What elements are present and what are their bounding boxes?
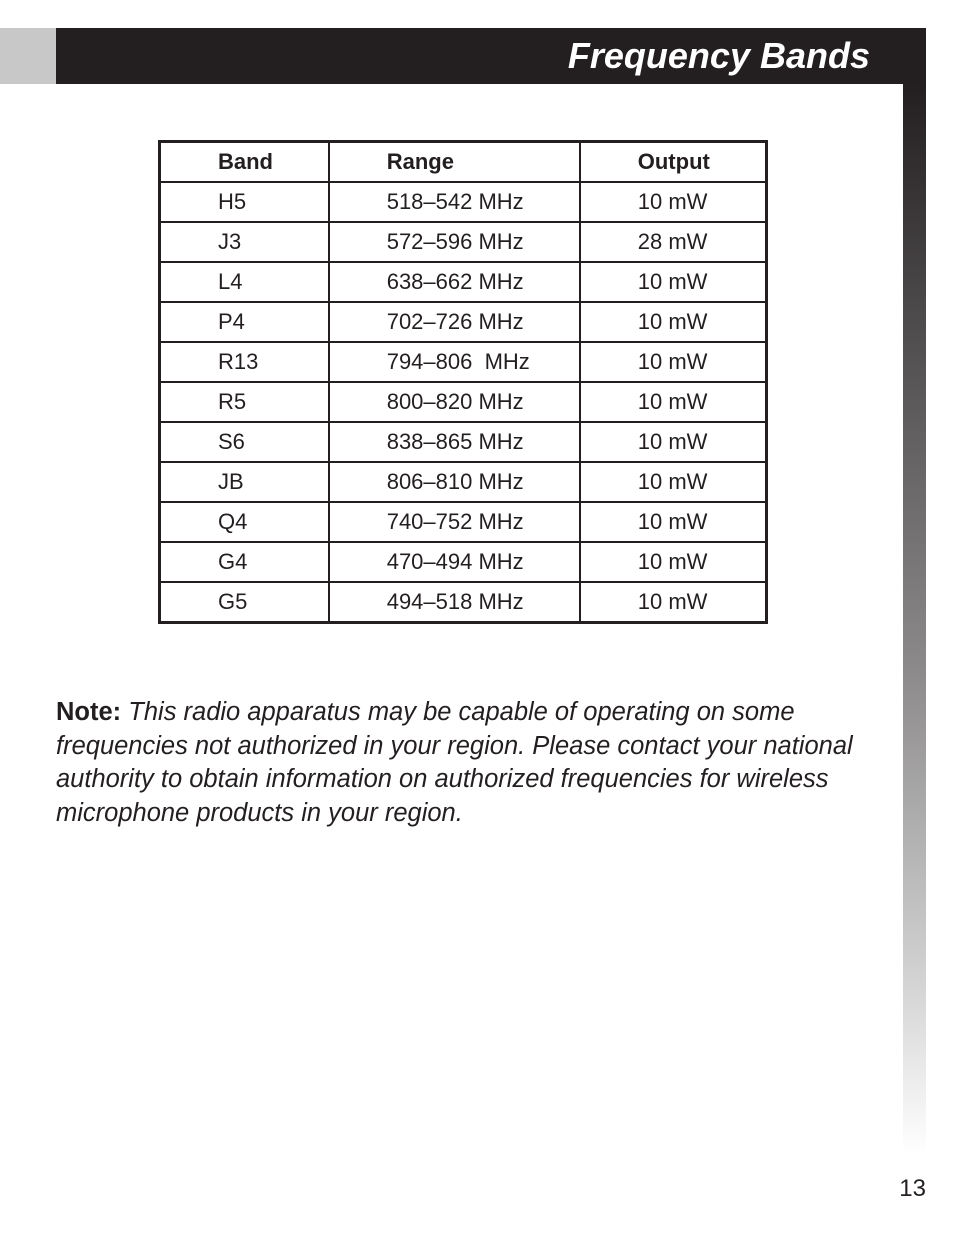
- band-cell: R13: [160, 342, 329, 382]
- range-cell: 702–726 MHz: [329, 302, 580, 342]
- output-cell: 10 mW: [580, 182, 767, 222]
- output-cell: 10 mW: [580, 342, 767, 382]
- band-cell: JB: [160, 462, 329, 502]
- output-cell: 10 mW: [580, 542, 767, 582]
- table-header-row: [160, 142, 767, 183]
- band-cell: S6: [160, 422, 329, 462]
- band-cell: L4: [160, 262, 329, 302]
- range-cell: 572–596 MHz: [329, 222, 580, 262]
- output-cell: 28 mW: [580, 222, 767, 262]
- table-row: [160, 542, 767, 582]
- note-label: Note:: [56, 698, 122, 726]
- table-row: [160, 422, 767, 462]
- note-paragraph: [56, 696, 886, 830]
- range-cell: 800–820 MHz: [329, 382, 580, 422]
- table-row: [160, 462, 767, 502]
- range-cell: 638–662 MHz: [329, 262, 580, 302]
- column-header-output: Output: [580, 142, 767, 183]
- table-row: [160, 342, 767, 382]
- output-cell: 10 mW: [580, 462, 767, 502]
- output-cell: 10 mW: [580, 382, 767, 422]
- range-cell: 838–865 MHz: [329, 422, 580, 462]
- band-cell: R5: [160, 382, 329, 422]
- range-cell: 794–806 MHz: [329, 342, 580, 382]
- table-row: [160, 182, 767, 222]
- band-cell: H5: [160, 182, 329, 222]
- page-number: 13: [899, 1175, 926, 1202]
- page-title: Frequency Bands: [567, 35, 870, 76]
- output-cell: 10 mW: [580, 422, 767, 462]
- range-cell: 470–494 MHz: [329, 542, 580, 582]
- table-row: [160, 262, 767, 302]
- output-cell: 10 mW: [580, 582, 767, 623]
- column-header-band: Band: [160, 142, 329, 183]
- header-corner-block: [0, 28, 56, 84]
- band-cell: J3: [160, 222, 329, 262]
- header-bar: [56, 28, 926, 84]
- table-row: [160, 582, 767, 623]
- table-row: [160, 222, 767, 262]
- range-cell: 806–810 MHz: [329, 462, 580, 502]
- band-cell: G4: [160, 542, 329, 582]
- band-cell: G5: [160, 582, 329, 623]
- side-gradient-strip: [903, 84, 926, 1154]
- note-text: This radio apparatus may be capable of operating on some frequencies not authorized in your region. Please contact your national authority to obtain information on authorized frequencies for wireless microphone products in your region.: [56, 698, 853, 827]
- output-cell: 10 mW: [580, 262, 767, 302]
- frequency-bands-table: [158, 140, 768, 624]
- range-cell: 740–752 MHz: [329, 502, 580, 542]
- band-cell: P4: [160, 302, 329, 342]
- band-cell: Q4: [160, 502, 329, 542]
- range-cell: 518–542 MHz: [329, 182, 580, 222]
- table-row: [160, 302, 767, 342]
- column-header-range: Range: [329, 142, 580, 183]
- table-row: [160, 502, 767, 542]
- output-cell: 10 mW: [580, 302, 767, 342]
- table-row: [160, 382, 767, 422]
- range-cell: 494–518 MHz: [329, 582, 580, 623]
- output-cell: 10 mW: [580, 502, 767, 542]
